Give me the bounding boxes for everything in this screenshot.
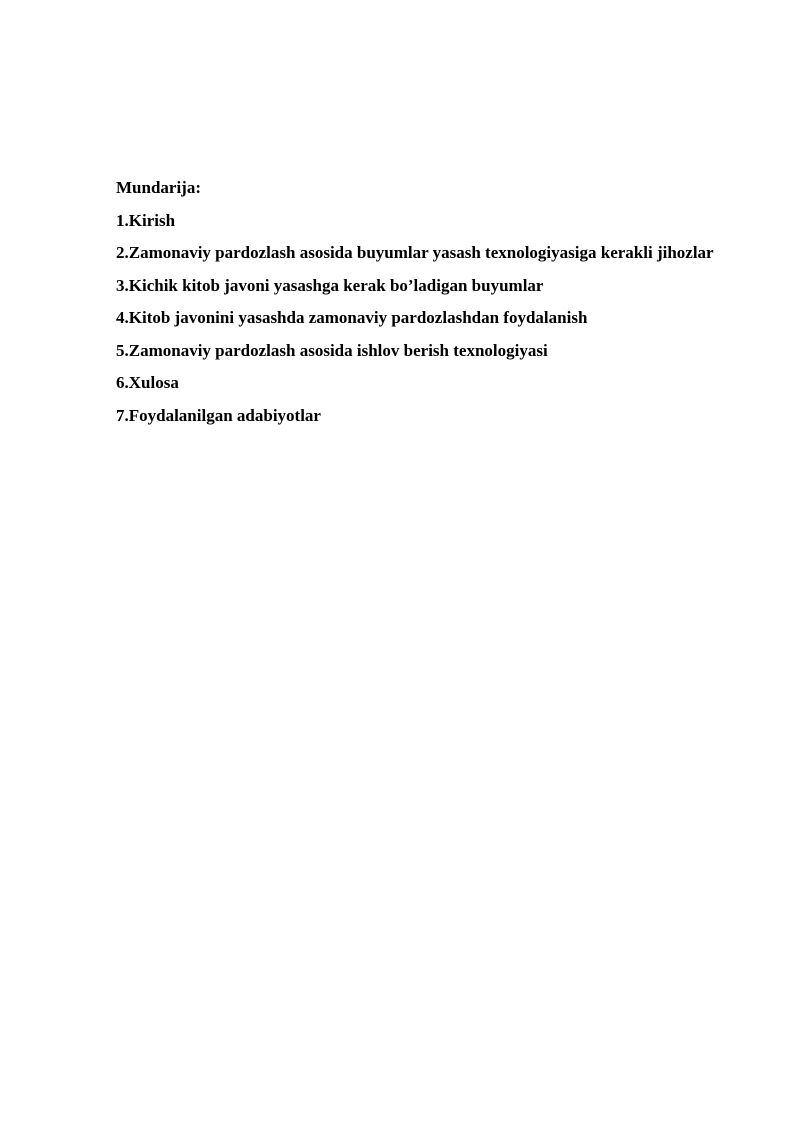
toc-item: 1.Kirish <box>116 210 176 230</box>
toc-item: 7.Foydalanilgan adabiyotlar <box>116 405 321 425</box>
table-of-contents <box>116 172 742 432</box>
toc-item: 2.Zamonaviy pardozlash asosida buyumlar yasash texnologiyasiga kerakli jihozlar <box>116 243 714 262</box>
toc-item: 4.Kitob javonini yasashda zamonaviy pardozlashdan foydalanish <box>116 308 588 327</box>
toc-item: 6.Xulosa <box>116 373 179 392</box>
toc-item: 3.Kichik kitob javoni yasashga kerak bo’ladigan buyumlar <box>116 275 544 295</box>
toc-item: 5.Zamonaviy pardozlash asosida ishlov berish texnologiyasi <box>116 340 548 360</box>
toc-heading: Mundarija: <box>116 178 201 197</box>
